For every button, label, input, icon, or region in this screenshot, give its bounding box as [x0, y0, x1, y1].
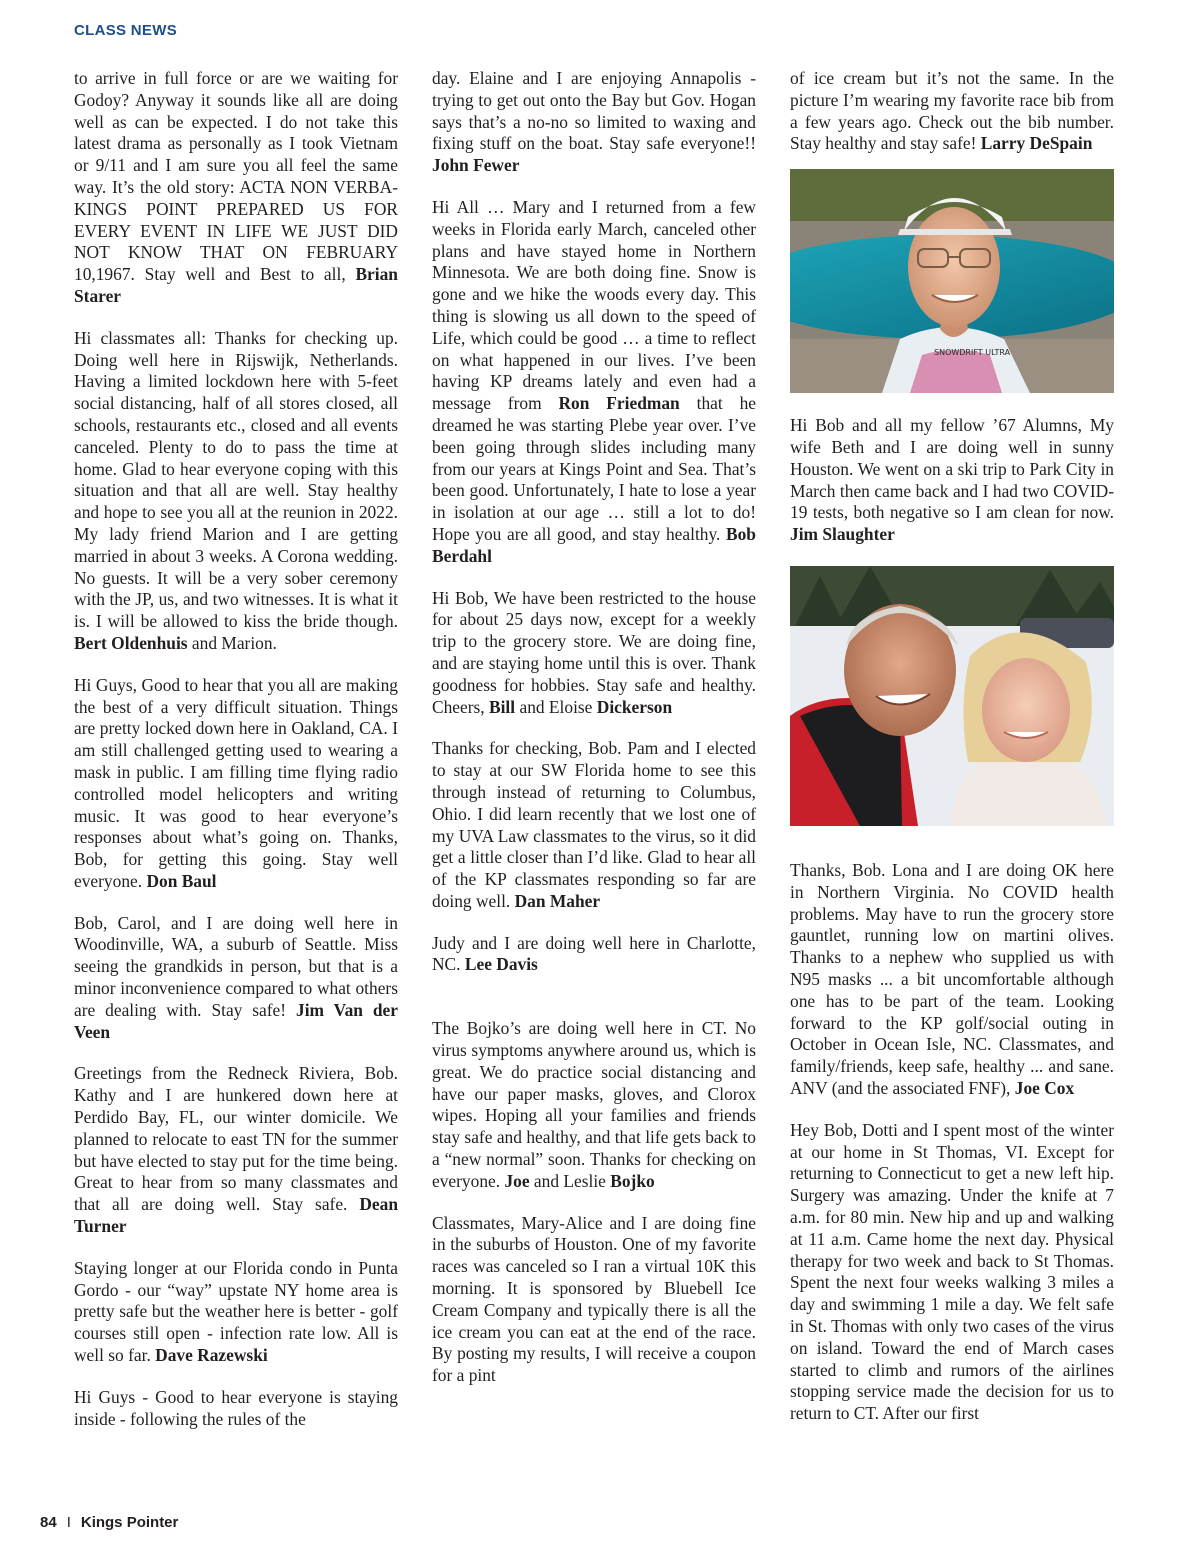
letter-st-thomas: [790, 1120, 1114, 1425]
letter-text: The Bojko’s are doing well here in CT. No virus symptoms anywhere around us, which is great. We do practice social distancing and have our paper masks, gloves, and Clorox wipes. Hoping all your families and friends stay safe and healthy, and that life gets back to a “new normal” soon. Thanks for checking on everyone.: [432, 1018, 756, 1191]
column-1: [74, 68, 398, 1430]
photo-slaughter-ski-trip: [790, 566, 1114, 826]
letter-text: Greetings from the Redneck Riviera, Bob. Kathy and I are hunkered down here at Perdido Bay, FL, our winter domicile. We planned to relocate to east TN for the summer but have elected to stay put for the time being. Great to hear from so many classmates and that all are doing well. Stay safe.: [74, 1063, 398, 1215]
letter-tail: and Marion.: [191, 632, 277, 653]
page-footer: [40, 1514, 178, 1531]
signer-name: Dan Maher: [514, 890, 601, 911]
couple-ski-selfie-image: [790, 566, 1114, 826]
letter-text: Hi Guys, Good to hear that you all are making the best of a very difficult situation. Things are pretty locked down here in Oakland, CA. I am still challenged getting used to wearing a mask in public. I am filling time flying radio controlled model helicopters and writing music. It was good to hear everyone’s responses about what’s going on. Thanks, Bob, for getting this going. Stay well everyone.: [74, 674, 398, 891]
letter-text: Thanks for checking, Bob. Pam and I elected to stay at our SW Florida home to see this through instead of returning to Columbus, Ohio. I did learn recently that we lost one of my UVA Law classmates to the virus, so it did get a little closer than I’d like. Glad to hear all of the KP classmates responding so far are doing well.: [432, 738, 756, 911]
letter-dickerson: [432, 588, 756, 719]
letter-maher: [432, 738, 756, 912]
letter-cox: [790, 860, 1114, 1100]
signer-name: Bob Berdahl: [432, 523, 756, 566]
letter-bojko: [432, 1018, 756, 1192]
signer-name: John Fewer: [432, 155, 520, 176]
letter-oldenhuis: [74, 328, 398, 655]
column-3: [790, 68, 1114, 1425]
signer-first-name: Bill: [489, 696, 516, 717]
signer-name: Don Baul: [146, 870, 217, 891]
mentioned-name: Ron Friedman: [558, 393, 680, 414]
letter-text: to arrive in full force or are we waiting for Godoy? Anyway it sounds like all are doing well as can be expected. I do not take this latest drama as personally as I took Vietnam or 9/11 and I am sure you all feel the same way. It’s the old story: ACTA NON VERBA-KINGS POINT PREPARED US FOR EVERY EVENT IN LIFE WE JUST DID NOT KNOW THAT ON FEBRUARY 10,1967. Stay well and Best to all,: [74, 68, 398, 285]
letter-fewer-end: [432, 68, 756, 177]
signer-last-name: Dickerson: [596, 696, 673, 717]
letter-text: Hi Bob and all my fellow ’67 Alumns, My wife Beth and I are doing well in sunny Houston. We went on a ski trip to Park City in March then came back and I had two COVID-19 tests, both negative so I am clean for now.: [790, 415, 1114, 523]
signer-name: Dean Turner: [74, 1194, 398, 1237]
footer-separator: I: [66, 1514, 71, 1531]
letter-fewer-start: [74, 1387, 398, 1431]
signer-name: Jim Van der Veen: [74, 999, 398, 1042]
selfie-poolside-image: [790, 169, 1114, 393]
letter-van-der-veen: [74, 913, 398, 1044]
letter-despain-end: [790, 68, 1114, 155]
signer-name: Brian Starer: [74, 264, 398, 306]
letter-text: Staying longer at our Florida condo in Punta Gordo - our “way” upstate NY home area is pretty safe but the weather here is better - golf courses still open - infection rate low. All is well so far.: [74, 1257, 398, 1366]
letter-starer: [74, 68, 398, 308]
shirt-print-text: SNOWDRIFT ULTRA: [934, 348, 1011, 358]
letter-text: Thanks, Bob. Lona and I are doing OK here in Northern Virginia. No COVID health problems. May have to run the grocery store gauntlet, running low on martini olives. Thanks to a nephew who supplied us with N95 masks ... a bit uncomfortable although one has to be part of the team. Looking forward to the KP golf/social outing in October in Ocean Isle, NC. Classmates, and family/friends, keep safe, healthy ... and sane. ANV (and the associated FNF),: [790, 859, 1114, 1098]
signer-spouse: and Leslie: [533, 1170, 606, 1191]
letter-text: Judy and I are doing well here in Charlotte, NC.: [432, 932, 756, 975]
letter-text: Bob, Carol, and I are doing well here in Woodinville, WA, a suburb of Seattle. Miss seeing the grandkids in person, but that is a minor inconvenience compared to what others are dealing with. Stay safe!: [74, 912, 398, 1020]
letter-davis: [432, 933, 756, 977]
letter-baul: [74, 675, 398, 893]
letter-text: Classmates, Mary-Alice and I are doing fine in the suburbs of Houston. One of my favorite races was canceled so I ran a virtual 10K this morning. It is sponsored by Bluebell Ice Cream Company and typically there is all the ice cream you can eat at the end of the race. By posting my results, I will receive a coupon for a pint: [432, 1212, 756, 1386]
signer-name: Dave Razewski: [155, 1345, 268, 1366]
letter-slaughter: [790, 415, 1114, 546]
signer-name: Lee Davis: [464, 954, 538, 975]
letter-text: Hi Guys - Good to hear everyone is staying inside - following the rules of the: [74, 1386, 398, 1429]
signer-last-name: Bojko: [610, 1170, 655, 1191]
letter-razewski: [74, 1258, 398, 1367]
letter-berdahl: [432, 197, 756, 568]
letter-text: that he dreamed he was starting Plebe year over. I’ve been going through slides including many from our years at Kings Point and Sea. That’s been good. Unfortunately, I hate to lose a year in isolation at our age … still a lot to do! Hope you are all good, and stay healthy.: [432, 393, 756, 544]
publication-name: Kings Pointer: [80, 1514, 179, 1531]
letter-text: Hi classmates all: Thanks for checking up. Doing well here in Rijswijk, Netherlands. Having a limited lockdown here with 5-feet social distancing, half of all stores closed, all schools, restaurants etc., closed and all events canceled. Plenty to do to pass the time at home. Glad to hear everyone coping with this situation and that all are well. Stay healthy and hope to see you all at the reunion in 2022. My lady friend Marion and I are getting married in about 3 weeks. A Corona wedding. No guests. It will be a very sober ceremony with the JP, us, and two witnesses. It is what it is. I will be allowed to kiss the bride though.: [74, 327, 398, 632]
letter-text: day. Elaine and I are enjoying Annapolis - trying to get out onto the Bay but Gov. Hogan says that’s a no-no so limited to waxing and fixing stuff on the boat. Stay safe everyone!!: [432, 68, 756, 154]
section-header: CLASS NEWS: [74, 22, 178, 39]
letter-text: Hey Bob, Dotti and I spent most of the winter at our home in St Thomas, VI. Except for returning to Connecticut to get a new left hip. Surgery was amazing. Under the knife at 7 a.m. for 80 min. New hip and up and walking at 11 a.m. Came home the next day. Physical therapy for two week and back to St Thomas. Spent the next four weeks walking 3 miles a day and swimming 1 mile a day. We felt safe in St. Thomas with only two cases of the virus on island. Toward the end of March cases started to climb and rumors of the airlines stopping service made the decision for us to return to CT. After our first: [790, 1119, 1114, 1424]
signer-name: Larry DeSpain: [980, 133, 1093, 154]
signer-name: Joe Cox: [1014, 1077, 1075, 1098]
letter-despain-start: [432, 1213, 756, 1387]
letter-text: of ice cream but it’s not the same. In the picture I’m wearing my favorite race bib from a few years ago. Check out the bib number. Stay healthy and stay safe!: [790, 68, 1114, 154]
letter-turner: [74, 1063, 398, 1237]
column-2: [432, 68, 756, 1387]
signer-spouse: and Eloise: [519, 696, 593, 717]
signer-name: Bert Oldenhuis: [74, 632, 188, 653]
letter-text: Hi Bob, We have been restricted to the house for about 25 days now, except for a weekly trip to the grocery store. We are doing fine, and are staying home until this is over. Thank goodness for hobbies. Stay safe and healthy. Cheers,: [432, 587, 756, 717]
photo-despain-selfie: [790, 169, 1114, 393]
signer-first-name: Joe: [504, 1170, 530, 1191]
signer-name: Jim Slaughter: [790, 524, 895, 545]
letter-text: Hi All … Mary and I returned from a few weeks in Florida early March, canceled other plans and have stayed home in Northern Minnesota. We are both doing fine. Snow is gone and we hike the woods every day. This thing is slowing us all down to the speed of Life, which could be good … a time to reflect on what happened in our lives. I’ve been having KP dreams lately and even had a message from: [432, 196, 756, 414]
page-number: 84: [40, 1514, 57, 1531]
